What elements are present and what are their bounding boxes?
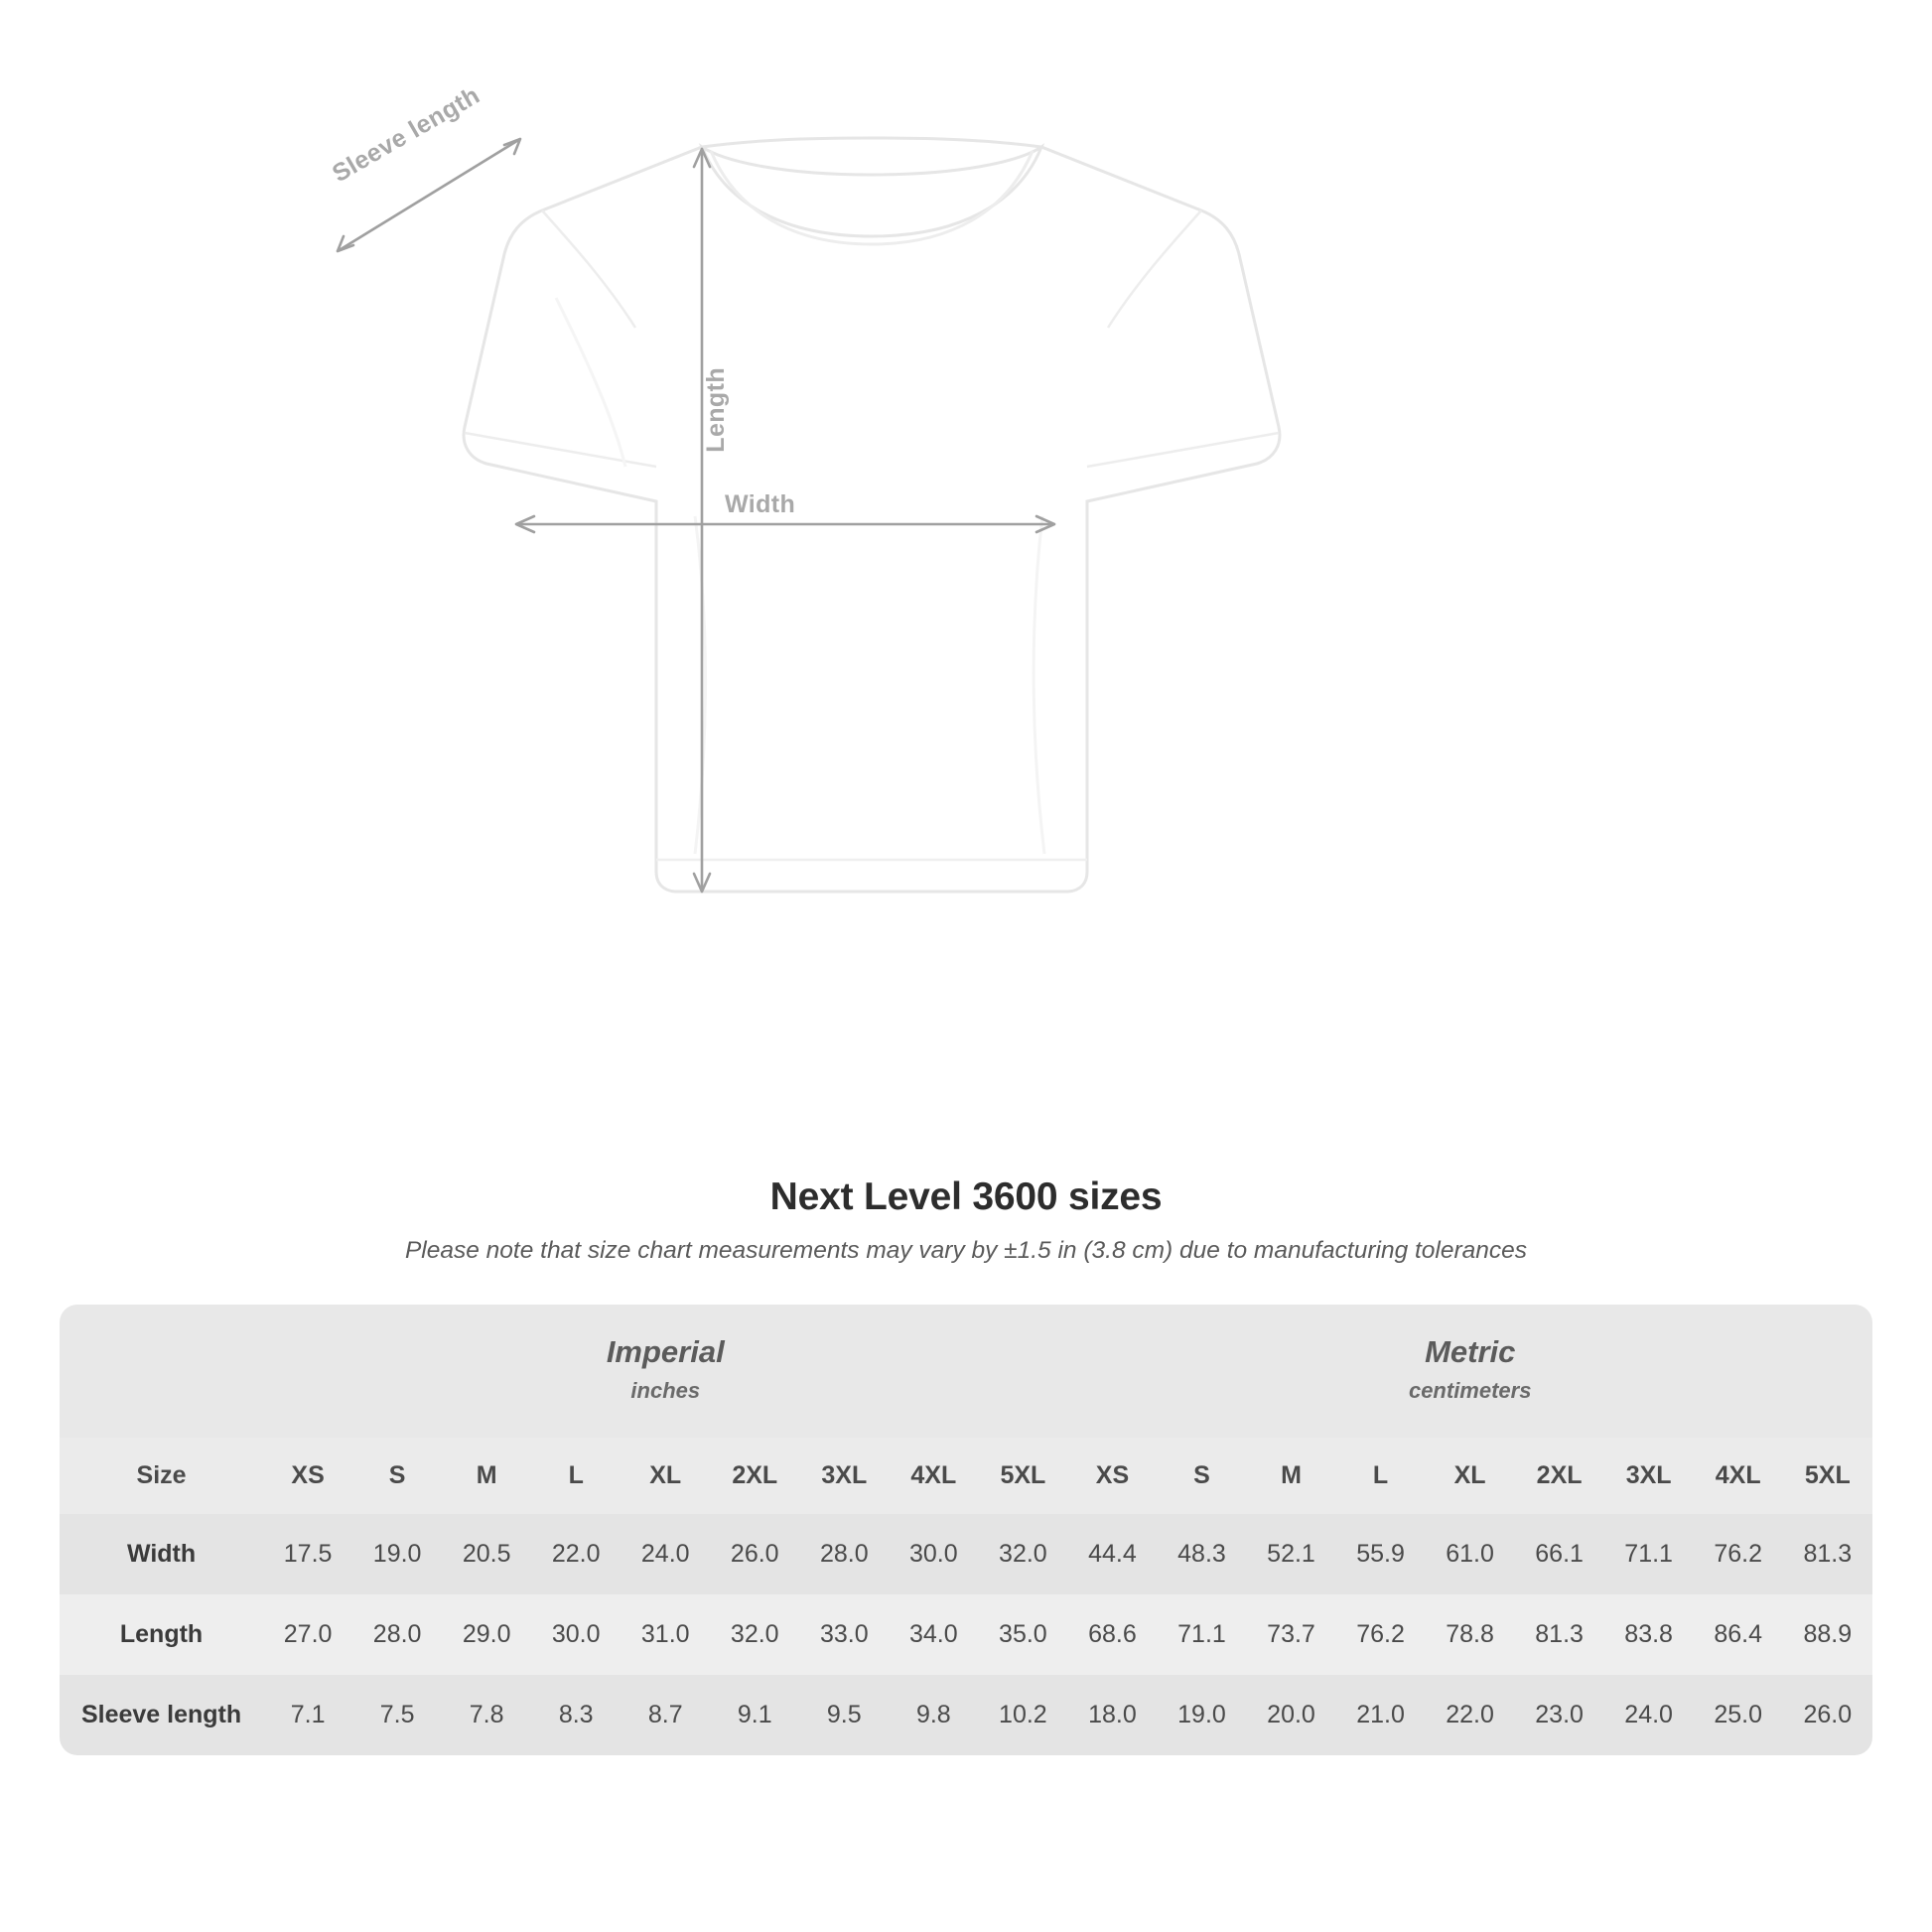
header-size-imperial-3xl: 3XL bbox=[799, 1438, 889, 1514]
cell-width-in-3xl: 28.0 bbox=[799, 1514, 889, 1594]
cell-width-in-5xl: 32.0 bbox=[978, 1514, 1067, 1594]
cell-sleeve-cm-s: 19.0 bbox=[1157, 1675, 1246, 1755]
size-chart-table bbox=[60, 1305, 1872, 1755]
cell-length-in-4xl: 34.0 bbox=[889, 1594, 978, 1675]
cell-sleeve-cm-xs: 18.0 bbox=[1067, 1675, 1157, 1755]
cell-length-in-3xl: 33.0 bbox=[799, 1594, 889, 1675]
cell-length-in-s: 28.0 bbox=[352, 1594, 442, 1675]
header-size-metric-m: M bbox=[1247, 1438, 1336, 1514]
header-size-imperial-xs: XS bbox=[263, 1438, 352, 1514]
row-label-sleeve-length: Sleeve length bbox=[60, 1675, 263, 1755]
header-size-imperial-xl: XL bbox=[621, 1438, 710, 1514]
cell-length-in-xs: 27.0 bbox=[263, 1594, 352, 1675]
page-title: Next Level 3600 sizes bbox=[769, 1175, 1163, 1218]
cell-width-cm-xs: 44.4 bbox=[1067, 1514, 1157, 1594]
unit-header-row bbox=[60, 1305, 1872, 1438]
cell-sleeve-in-xs: 7.1 bbox=[263, 1675, 352, 1755]
unit-name-imperial: Imperial bbox=[606, 1334, 725, 1369]
cell-length-cm-m: 73.7 bbox=[1247, 1594, 1336, 1675]
unit-group-metric bbox=[1067, 1305, 1872, 1438]
cell-width-cm-l: 55.9 bbox=[1336, 1514, 1426, 1594]
tolerance-note: Please note that size chart measurements may vary by ±1.5 in (3.8 cm) due to manufacturing tolerances bbox=[404, 1237, 1528, 1264]
header-size-imperial-4xl: 4XL bbox=[889, 1438, 978, 1514]
cell-sleeve-in-s: 7.5 bbox=[352, 1675, 442, 1755]
cell-sleeve-in-3xl: 9.5 bbox=[799, 1675, 889, 1755]
cell-sleeve-in-4xl: 9.8 bbox=[889, 1675, 978, 1755]
sleeve-length-label: Sleeve length bbox=[328, 80, 485, 189]
header-size-imperial-5xl: 5XL bbox=[978, 1438, 1067, 1514]
cell-width-cm-5xl: 81.3 bbox=[1783, 1514, 1872, 1594]
size-chart-table-wrapper bbox=[60, 1305, 1872, 1755]
cell-width-cm-s: 48.3 bbox=[1157, 1514, 1246, 1594]
cell-width-cm-4xl: 76.2 bbox=[1694, 1514, 1783, 1594]
header-size-metric-l: L bbox=[1336, 1438, 1426, 1514]
cell-sleeve-in-l: 8.3 bbox=[531, 1675, 621, 1755]
cell-width-in-2xl: 26.0 bbox=[710, 1514, 799, 1594]
cell-length-cm-4xl: 86.4 bbox=[1694, 1594, 1783, 1675]
cell-width-in-xs: 17.5 bbox=[263, 1514, 352, 1594]
cell-length-cm-xs: 68.6 bbox=[1067, 1594, 1157, 1675]
header-size-metric-s: S bbox=[1157, 1438, 1246, 1514]
cell-width-in-4xl: 30.0 bbox=[889, 1514, 978, 1594]
header-size-metric-xl: XL bbox=[1426, 1438, 1515, 1514]
cell-length-cm-3xl: 83.8 bbox=[1604, 1594, 1694, 1675]
cell-length-in-l: 30.0 bbox=[531, 1594, 621, 1675]
header-size-imperial-m: M bbox=[442, 1438, 531, 1514]
cell-sleeve-cm-m: 20.0 bbox=[1247, 1675, 1336, 1755]
cell-length-in-xl: 31.0 bbox=[621, 1594, 710, 1675]
cell-sleeve-in-2xl: 9.1 bbox=[710, 1675, 799, 1755]
table-row bbox=[60, 1675, 1872, 1755]
cell-length-in-m: 29.0 bbox=[442, 1594, 531, 1675]
table-corner-cell bbox=[60, 1305, 263, 1438]
cell-length-cm-s: 71.1 bbox=[1157, 1594, 1246, 1675]
cell-width-in-s: 19.0 bbox=[352, 1514, 442, 1594]
tshirt-shape bbox=[464, 138, 1280, 892]
table-row bbox=[60, 1514, 1872, 1594]
width-label: Width bbox=[725, 490, 796, 518]
cell-length-cm-l: 76.2 bbox=[1336, 1594, 1426, 1675]
header-size-metric-3xl: 3XL bbox=[1604, 1438, 1694, 1514]
unit-sub-imperial: inches bbox=[630, 1378, 701, 1403]
row-label-width: Width bbox=[60, 1514, 263, 1594]
unit-name-metric: Metric bbox=[1425, 1334, 1516, 1369]
header-size-metric-5xl: 5XL bbox=[1783, 1438, 1872, 1514]
cell-sleeve-in-m: 7.8 bbox=[442, 1675, 531, 1755]
header-size-imperial-l: L bbox=[531, 1438, 621, 1514]
cell-length-in-5xl: 35.0 bbox=[978, 1594, 1067, 1675]
size-header-row bbox=[60, 1438, 1872, 1514]
header-size-metric-xs: XS bbox=[1067, 1438, 1157, 1514]
cell-width-cm-3xl: 71.1 bbox=[1604, 1514, 1694, 1594]
cell-width-cm-xl: 61.0 bbox=[1426, 1514, 1515, 1594]
unit-sub-metric: centimeters bbox=[1408, 1378, 1532, 1403]
cell-sleeve-in-5xl: 10.2 bbox=[978, 1675, 1067, 1755]
cell-sleeve-cm-l: 21.0 bbox=[1336, 1675, 1426, 1755]
cell-width-cm-m: 52.1 bbox=[1247, 1514, 1336, 1594]
header-size-label: Size bbox=[60, 1438, 263, 1514]
cell-length-cm-xl: 78.8 bbox=[1426, 1594, 1515, 1675]
header-size-metric-4xl: 4XL bbox=[1694, 1438, 1783, 1514]
header-size-imperial-s: S bbox=[352, 1438, 442, 1514]
table-row bbox=[60, 1594, 1872, 1675]
cell-sleeve-cm-2xl: 23.0 bbox=[1515, 1675, 1604, 1755]
cell-sleeve-cm-3xl: 24.0 bbox=[1604, 1675, 1694, 1755]
cell-length-cm-2xl: 81.3 bbox=[1515, 1594, 1604, 1675]
cell-length-cm-5xl: 88.9 bbox=[1783, 1594, 1872, 1675]
cell-width-cm-2xl: 66.1 bbox=[1515, 1514, 1604, 1594]
cell-width-in-m: 20.5 bbox=[442, 1514, 531, 1594]
cell-sleeve-cm-5xl: 26.0 bbox=[1783, 1675, 1872, 1755]
cell-sleeve-cm-xl: 22.0 bbox=[1426, 1675, 1515, 1755]
cell-sleeve-in-xl: 8.7 bbox=[621, 1675, 710, 1755]
length-label: Length bbox=[702, 367, 730, 453]
header-size-metric-2xl: 2XL bbox=[1515, 1438, 1604, 1514]
cell-width-in-l: 22.0 bbox=[531, 1514, 621, 1594]
unit-group-imperial bbox=[263, 1305, 1067, 1438]
cell-sleeve-cm-4xl: 25.0 bbox=[1694, 1675, 1783, 1755]
cell-width-in-xl: 24.0 bbox=[621, 1514, 710, 1594]
row-label-length: Length bbox=[60, 1594, 263, 1675]
header-size-imperial-2xl: 2XL bbox=[710, 1438, 799, 1514]
cell-length-in-2xl: 32.0 bbox=[710, 1594, 799, 1675]
